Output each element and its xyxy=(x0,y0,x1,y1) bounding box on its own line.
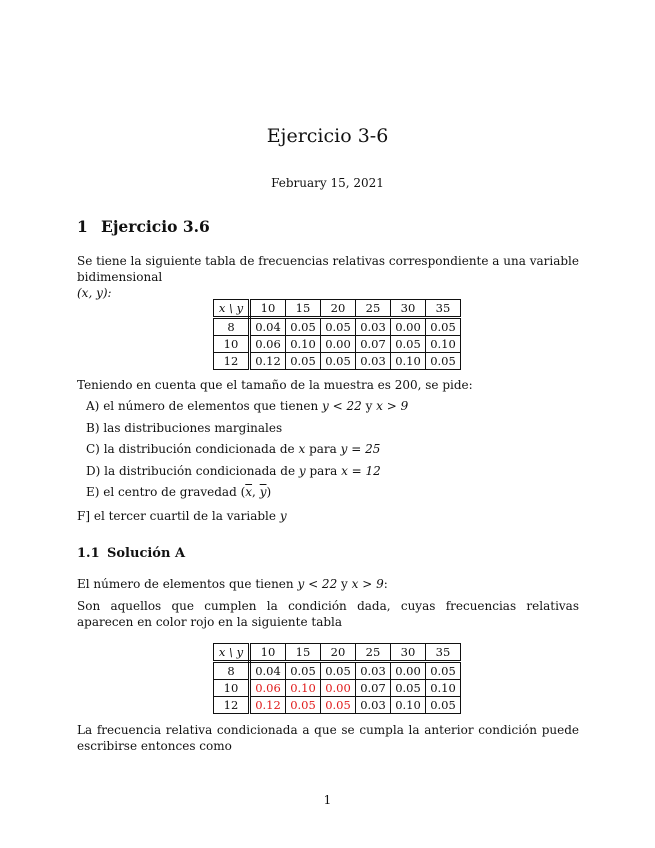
table-cell: 0.05 xyxy=(391,336,426,353)
table-cell: 0.10 xyxy=(426,680,461,697)
table-cell-highlighted: 0.12 xyxy=(250,697,286,714)
table-row xyxy=(214,662,461,680)
table-cell-highlighted: 0.10 xyxy=(286,680,321,697)
header-cell: 15 xyxy=(286,300,321,318)
table-cell: 0.00 xyxy=(391,318,426,336)
table-cell: 0.05 xyxy=(321,662,356,680)
table-cell: 0.05 xyxy=(321,318,356,336)
table-cell: 0.06 xyxy=(250,336,286,353)
frequency-table xyxy=(213,299,461,370)
date: February 15, 2021 xyxy=(271,176,384,190)
section-title: Ejercicio 3.6 xyxy=(101,217,210,236)
table-row xyxy=(214,697,461,714)
paragraph-son-aquellos: Son aquellos que cumplen la condición dada, cuyas frecuencias relativas aparecen en color rojo en la siguiente tabla xyxy=(77,599,579,629)
table-cell: 0.00 xyxy=(321,336,356,353)
header-cell: 25 xyxy=(356,644,391,662)
table-cell: 0.03 xyxy=(356,697,391,714)
table-row xyxy=(214,353,461,370)
table-cell: 0.03 xyxy=(356,318,391,336)
list-item-d: D) la distribución condicionada de y para x = 12 xyxy=(86,464,381,478)
header-cell: 35 xyxy=(426,644,461,662)
subsection-title: Solución A xyxy=(107,546,186,561)
intro-paragraph: Se tiene la siguiente tabla de frecuencias relativas correspondiente a una variable bidimensional (x, y): xyxy=(77,254,579,300)
header-cell: 20 xyxy=(321,300,356,318)
section-number: 1 xyxy=(77,217,88,236)
table-row xyxy=(214,680,461,697)
header-cell: 30 xyxy=(391,300,426,318)
paragraph-teniendo: Teniendo en cuenta que el tamaño de la muestra es 200, se pide: xyxy=(77,378,473,392)
table-cell: 0.05 xyxy=(286,662,321,680)
table-cell: 0.04 xyxy=(250,662,286,680)
header-cell: 25 xyxy=(356,300,391,318)
table-cell: 0.10 xyxy=(286,336,321,353)
paragraph-la-frecuencia: La frecuencia relativa condicionada a que se cumpla la anterior condición puede escribirse entonces como xyxy=(77,723,579,753)
row-label: 10 xyxy=(214,336,250,353)
table-cell: 0.05 xyxy=(321,353,356,370)
header-cell: 35 xyxy=(426,300,461,318)
table-corner: x \ y xyxy=(214,644,250,662)
subsection-number: 1.1 xyxy=(77,546,100,561)
table-cell: 0.05 xyxy=(286,353,321,370)
section-heading xyxy=(77,217,210,236)
table-cell-highlighted: 0.00 xyxy=(321,680,356,697)
list-item-c: C) la distribución condicionada de x para y = 25 xyxy=(86,442,381,456)
row-label: 8 xyxy=(214,318,250,336)
header-cell: 15 xyxy=(286,644,321,662)
table-cell: 0.07 xyxy=(356,336,391,353)
table-row xyxy=(214,318,461,336)
table-cell: 0.00 xyxy=(391,662,426,680)
table-cell: 0.12 xyxy=(250,353,286,370)
header-cell: 10 xyxy=(250,300,286,318)
row-label: 8 xyxy=(214,662,250,680)
row-label: 12 xyxy=(214,353,250,370)
table-header-row xyxy=(214,300,461,318)
table-cell: 0.04 xyxy=(250,318,286,336)
subsection-heading xyxy=(77,546,185,561)
frequency-table-highlighted xyxy=(213,643,461,714)
table-header-row xyxy=(214,644,461,662)
row-label: 10 xyxy=(214,680,250,697)
table-cell: 0.10 xyxy=(391,697,426,714)
table-cell: 0.05 xyxy=(426,697,461,714)
table-cell: 0.10 xyxy=(426,336,461,353)
header-cell: 30 xyxy=(391,644,426,662)
table-cell: 0.03 xyxy=(356,353,391,370)
list-item-a: A) el número de elementos que tienen y < 22 y x > 9 xyxy=(86,399,409,413)
page-number: 1 xyxy=(323,793,332,807)
table-cell: 0.05 xyxy=(426,353,461,370)
table-cell-highlighted: 0.05 xyxy=(286,697,321,714)
list-item-b: B) las distribuciones marginales xyxy=(86,421,283,435)
list-item-e: E) el centro de gravedad ($\overline{x}$, $\overline{y}$) xyxy=(86,485,272,499)
table-cell: 0.05 xyxy=(286,318,321,336)
list-item-f: F] el tercer cuartil de la variable y xyxy=(77,509,287,523)
table-cell-highlighted: 0.06 xyxy=(250,680,286,697)
table-cell: 0.05 xyxy=(426,662,461,680)
table-cell: 0.10 xyxy=(391,353,426,370)
page-title: Ejercicio 3-6 xyxy=(266,125,389,147)
table-row xyxy=(214,336,461,353)
table-cell: 0.07 xyxy=(356,680,391,697)
row-label: 12 xyxy=(214,697,250,714)
table-cell-highlighted: 0.05 xyxy=(321,697,356,714)
header-cell: 10 xyxy=(250,644,286,662)
header-cell: 20 xyxy=(321,644,356,662)
table-corner: x \ y xyxy=(214,300,250,318)
paragraph-numero-elementos: El número de elementos que tienen y < 22 y x > 9: xyxy=(77,577,388,591)
table-cell: 0.05 xyxy=(391,680,426,697)
table-cell: 0.05 xyxy=(426,318,461,336)
table-cell: 0.03 xyxy=(356,662,391,680)
